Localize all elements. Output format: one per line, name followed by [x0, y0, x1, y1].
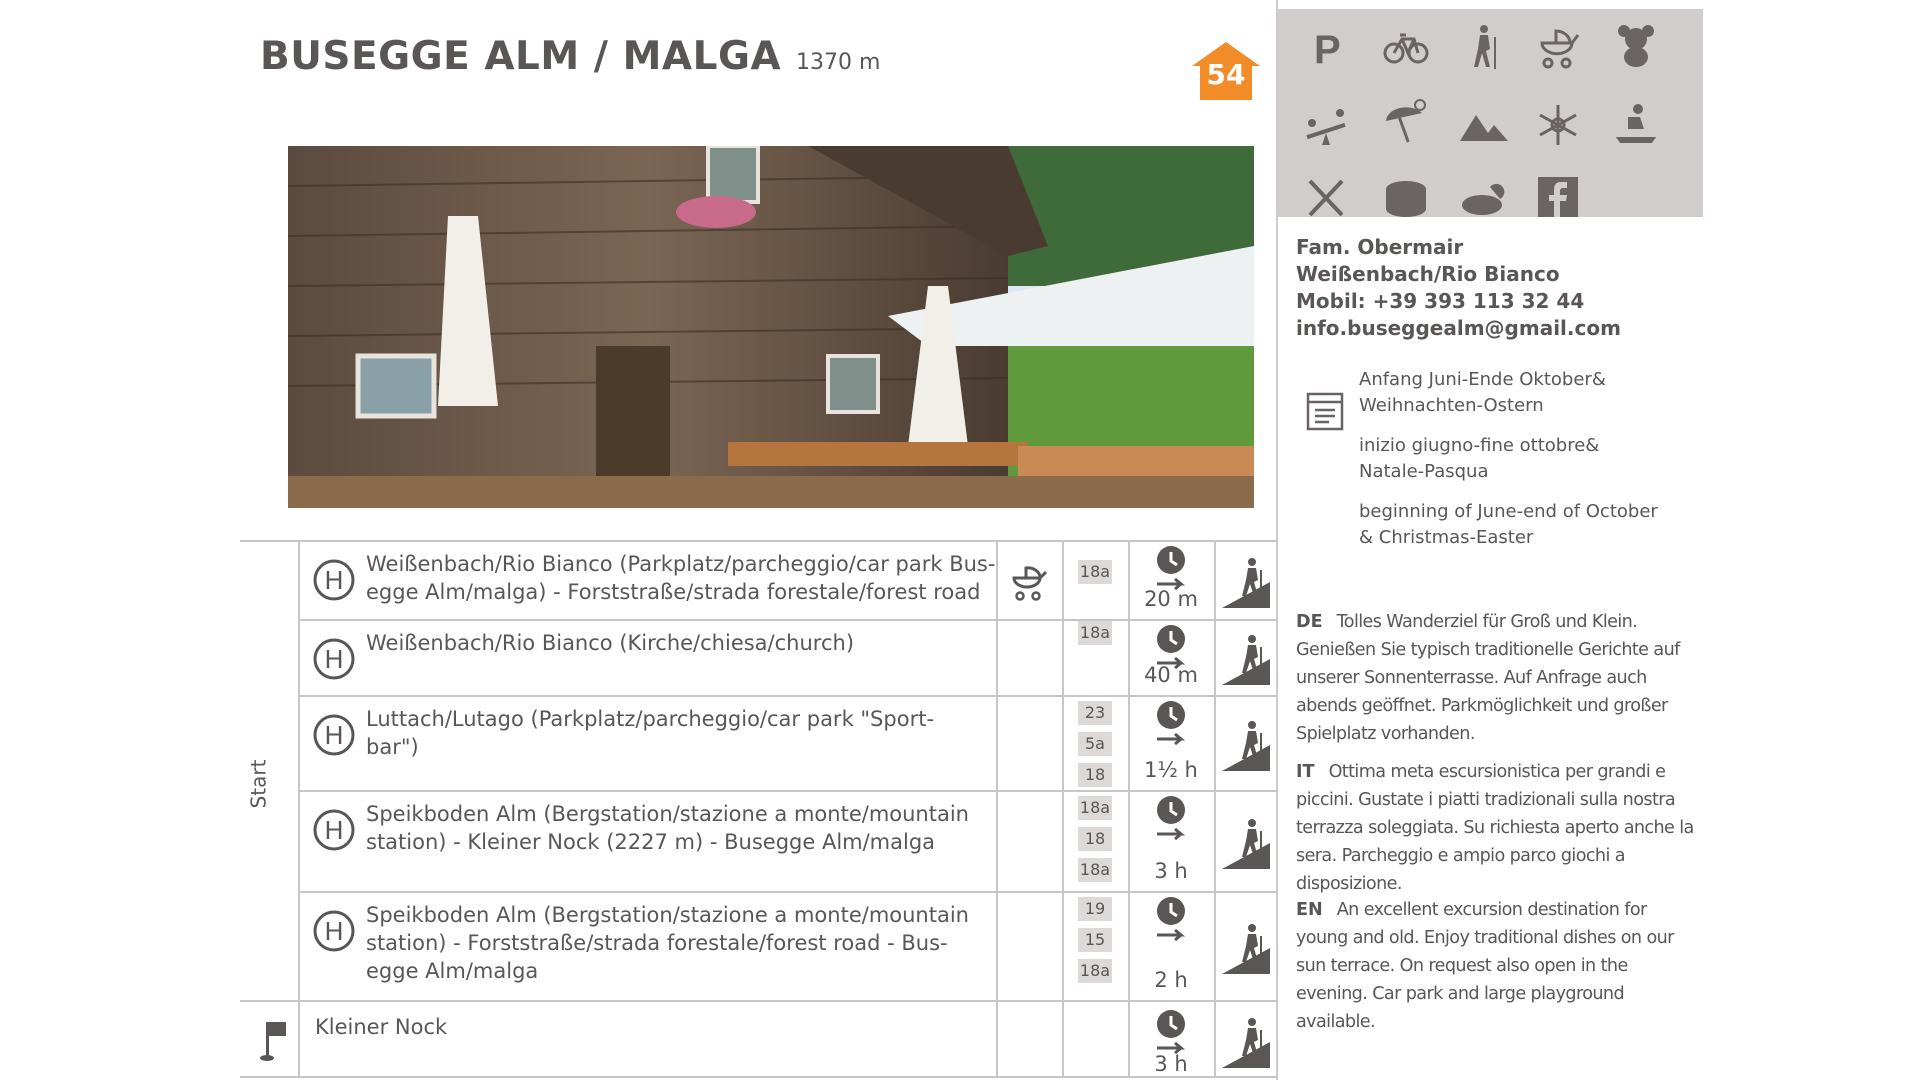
bus-line-badge: 18a: [1078, 621, 1112, 645]
snowflake-icon: [1530, 97, 1586, 153]
parking-icon: [1298, 19, 1354, 75]
teddy-bear-icon: [1608, 17, 1664, 73]
route-description: egge Alm/malga: [366, 959, 539, 983]
table-rule: [996, 540, 998, 1078]
route-duration: 20 m: [1144, 587, 1198, 611]
bus-line-badge: 18a: [1078, 959, 1112, 983]
route-description: Weißenbach/Rio Bianco (Kirche/chiesa/church): [366, 631, 855, 655]
bus-line-badge: 18a: [1078, 560, 1112, 584]
stroller-icon: [1530, 19, 1586, 75]
table-rule: [298, 540, 300, 1078]
opening-en: beginning of June-end of October & Christmas-Easter: [1359, 501, 1658, 548]
svg-text:H: H: [324, 565, 344, 595]
table-rule: [240, 1000, 1277, 1002]
hiking-icon: [1456, 19, 1512, 75]
clock-icon: [1151, 794, 1191, 842]
clock-icon: [1151, 544, 1191, 592]
contact-block: [1296, 234, 1621, 342]
playground-icon: [1298, 97, 1354, 153]
bus-stop-icon: [312, 909, 356, 953]
hut-photo: [288, 146, 1254, 508]
bus-line-badge: 18a: [1078, 796, 1112, 820]
lang-code-en: EN: [1296, 900, 1323, 920]
route-description: bar"): [366, 735, 419, 759]
destination-label: Kleiner Nock: [315, 1015, 448, 1039]
description-it: [1296, 758, 1701, 898]
table-rule: [1062, 540, 1064, 1078]
bus-line-badge: 19: [1078, 897, 1112, 921]
bicycle-icon: [1378, 19, 1434, 75]
sledge-icon: [1608, 97, 1664, 153]
contact-name: Fam. Obermair: [1296, 235, 1464, 259]
bus-line-badge: 18a: [1078, 858, 1112, 882]
lang-code-it: IT: [1296, 762, 1315, 782]
route-description: Weißenbach/Rio Bianco (Parkplatz/parcheggio/car park Bus-: [366, 552, 996, 576]
route-description: station) - Forststraße/strada forestale/forest road - Bus-: [366, 931, 948, 955]
routes-table: [240, 540, 1277, 1079]
route-duration: 2 h: [1154, 968, 1188, 992]
destination-duration: 3 h: [1154, 1052, 1188, 1076]
table-rule: [240, 1076, 1277, 1078]
table-rule: [240, 540, 1277, 542]
lang-code-de: DE: [1296, 612, 1323, 632]
route-description: Luttach/Lutago (Parkplatz/parcheggio/car park "Sport-: [366, 707, 935, 731]
cake-icon: [1378, 169, 1434, 225]
table-rule: [300, 619, 1277, 621]
start-label: Start: [246, 759, 271, 809]
route-duration: 3 h: [1154, 859, 1188, 883]
route-description: station) - Kleiner Nock (2227 m) - Busegge Alm/malga: [366, 830, 936, 854]
calendar-icon: [1305, 388, 1345, 432]
restaurant-icon: [1298, 169, 1354, 225]
page-title: BUSEGGE ALM / MALGA: [260, 34, 782, 79]
hiking-uphill-icon: [1222, 1016, 1270, 1068]
table-rule: [1128, 540, 1130, 1078]
svg-text:H: H: [324, 916, 344, 946]
table-rule: [1214, 540, 1216, 1078]
route-description: Speikboden Alm (Bergstation/stazione a monte/mountain: [366, 802, 969, 826]
table-rule: [300, 695, 1277, 697]
bus-line-badge: 5a: [1078, 732, 1112, 756]
svg-text:H: H: [324, 815, 344, 845]
facebook-icon[interactable]: [1530, 169, 1586, 225]
svg-text:H: H: [324, 720, 344, 750]
clock-icon: [1151, 895, 1191, 943]
svg-text:H: H: [324, 644, 344, 674]
description-de: [1296, 608, 1701, 748]
bus-stop-icon: [312, 713, 356, 757]
bus-line-badge: 18: [1078, 827, 1112, 851]
route-description: egge Alm/malga) - Forststraße/strada forestale/forest road: [366, 580, 981, 604]
hiking-uphill-icon: [1222, 556, 1270, 608]
stroller-icon: [1010, 562, 1050, 602]
table-rule: [300, 790, 1277, 792]
flag-icon: [254, 1018, 288, 1062]
hiking-uphill-icon: [1222, 922, 1270, 974]
contact-place: Weißenbach/Rio Bianco: [1296, 262, 1560, 286]
hiking-uphill-icon: [1222, 719, 1270, 771]
amenities-icons: [1278, 9, 1703, 217]
clock-icon: [1151, 1008, 1191, 1056]
description-de-text: Tolles Wanderziel für Groß und Klein. Genießen Sie typisch traditionelle Gerichte auf unserer Sonnenterrasse. Auf Anfrage auch abends geöffnet. Parkmöglichkeit und großer Spielplatz vorhanden.: [1296, 612, 1680, 744]
bus-line-badge: 23: [1078, 701, 1112, 725]
contact-mobile[interactable]: Mobil: +39 393 113 32 44: [1296, 289, 1585, 313]
altitude: 1370 m: [796, 50, 881, 75]
bus-stop-icon: [312, 637, 356, 681]
sun-umbrella-icon: [1378, 93, 1434, 149]
mountains-icon: [1456, 97, 1512, 153]
bus-line-badge: 18: [1078, 763, 1112, 787]
hiking-uphill-icon: [1222, 817, 1270, 869]
number-badge: [1190, 40, 1262, 102]
description-it-text: Ottima meta escursionistica per grandi e piccini. Gustate i piatti tradizionali sulla nostra terrazza soleggiata. Su richiesta aperto anche la sera. Parcheggio e ampio parco giochi a disposizione.: [1296, 762, 1694, 894]
svg-text:P: P: [1314, 28, 1341, 71]
opening-de: Anfang Juni-Ende Oktober& Weihnachten-Ostern: [1359, 369, 1606, 416]
description-en-text: An excellent excursion destination for young and old. Enjoy traditional dishes on our sun terrace. On request also open in the evening. Car park and large playground available.: [1296, 900, 1674, 1032]
contact-email[interactable]: info.buseggealm@gmail.com: [1296, 316, 1621, 340]
plate-icon: [1456, 169, 1512, 225]
route-description: Speikboden Alm (Bergstation/stazione a monte/mountain: [366, 903, 969, 927]
number-badge-text: 54: [1206, 58, 1246, 91]
bus-stop-icon: [312, 808, 356, 852]
table-rule: [300, 891, 1277, 893]
opening-it: inizio giugno-fine ottobre& Natale-Pasqua: [1359, 435, 1600, 482]
bus-line-badge: 15: [1078, 928, 1112, 952]
bus-stop-icon: [312, 558, 356, 602]
route-duration: 1½ h: [1144, 758, 1198, 782]
clock-icon: [1151, 699, 1191, 747]
description-en: [1296, 896, 1701, 1036]
route-duration: 40 m: [1144, 663, 1198, 687]
hiking-uphill-icon: [1222, 633, 1270, 685]
